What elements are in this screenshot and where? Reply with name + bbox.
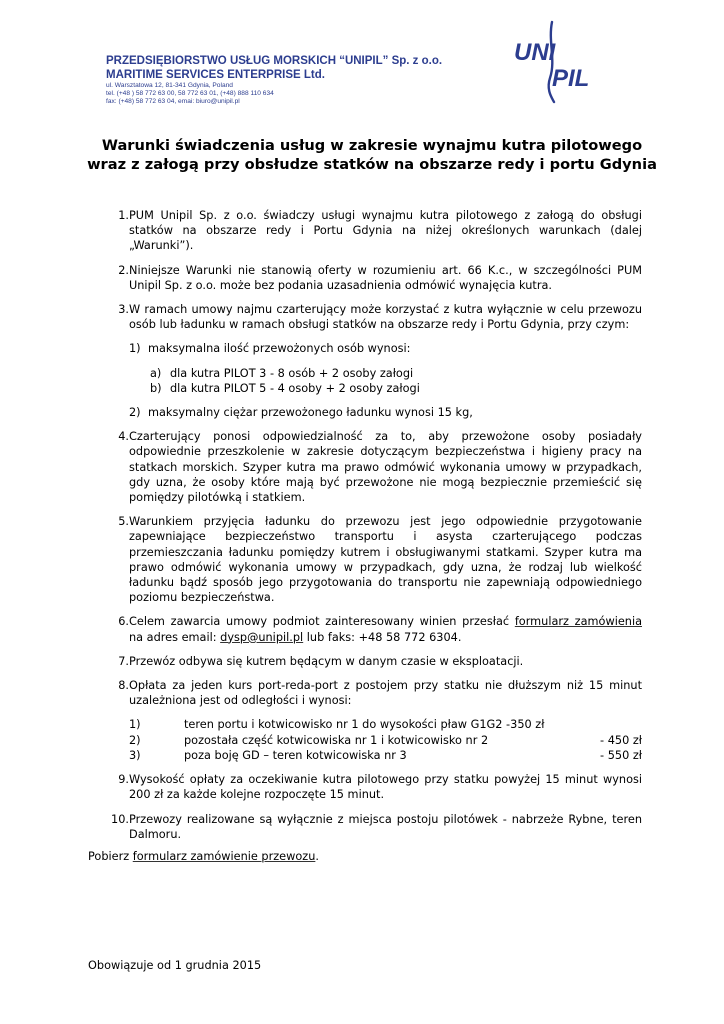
item-text: Przewóz odbywa się kutrem będącym w danym czasie w eksploatacji.: [129, 654, 524, 668]
list-item: [94, 678, 642, 763]
item-text: Celem zawarcia umowy podmiot zainteresowany winien przesłać: [129, 615, 515, 629]
item-body: [129, 302, 642, 420]
sub-sub-item: [150, 366, 642, 381]
company-fax-email: fax: (+48) 58 772 63 04, emai: biuro@unipil.pl: [106, 98, 240, 105]
item-text: Niniejsze Warunki nie stanowią oferty w rozumieniu art. 66 K.c., w szczególności PUM Unipil Sp. z o.o. może bez podania uzasadnienia odmówić wynajęcia kutra.: [129, 263, 642, 292]
item-text: Wysokość opłaty za oczekiwanie kutra pilotowego przy statku powyżej 15 minut wynosi 200 zł za każde kolejne rozpoczęte 15 minut.: [129, 773, 642, 802]
item-text: lub faks: +48 58 772 6304.: [303, 630, 462, 644]
item-number: 2.: [118, 263, 129, 277]
item-number: 3.: [118, 303, 129, 317]
list-item: [94, 208, 642, 254]
rate-number: 1): [129, 718, 141, 732]
sub-item: [129, 405, 642, 420]
sub-item-number: 1): [129, 342, 141, 356]
item-text: PUM Unipil Sp. z o.o. świadczy usługi wynajmu kutra pilotowego z załogą do obsługi statków na obszarze redy i Portu Gdynia na niżej określonych warunkach (dalej „Warunki”).: [129, 209, 642, 253]
sub-sub-item-number: a): [150, 366, 162, 380]
terms-list: [94, 208, 642, 851]
item-number: 1.: [118, 209, 129, 222]
download-prefix: Pobierz: [88, 850, 133, 863]
rate-text: pozostała część kotwicowiska nr 1 i kotwicowisko nr 2: [184, 733, 489, 747]
rate-row: [129, 717, 642, 732]
download-line: [88, 850, 319, 863]
list-item: [94, 429, 642, 505]
company-name-pl: PRZEDSIĘBIORSTWO USŁUG MORSKICH “UNIPIL” Sp. z o.o.: [106, 55, 443, 67]
valid-from: Obowiązuje od 1 grudnia 2015: [88, 959, 262, 972]
list-item: [94, 614, 642, 644]
sub-sub-list: [129, 366, 642, 396]
download-suffix: .: [315, 850, 319, 863]
rates-list: [129, 717, 642, 763]
list-item: [94, 654, 642, 669]
rate-row: [129, 733, 642, 748]
sub-item-number: 2): [129, 406, 141, 420]
sub-item-text: maksymalny ciężar przewożonego ładunku wynosi 15 kg,: [148, 406, 473, 420]
item-body: [129, 678, 642, 763]
list-item: [94, 812, 642, 842]
transport-order-form-link[interactable]: formularz zamówienie przewozu: [132, 850, 316, 863]
item-number: 10.: [111, 812, 129, 826]
sub-item-text: maksymalna ilość przewożonych osób wynosi:: [148, 342, 411, 356]
item-number: 9.: [118, 773, 129, 787]
sub-sub-item-text: dla kutra PILOT 3 - 8 osób + 2 osoby załogi: [170, 366, 414, 380]
item-number: 4.: [118, 430, 129, 444]
rate-text: teren portu i kotwicowisko nr 1 do wysokości pław G1G2 -350 zł: [184, 718, 545, 732]
sub-sub-item: [150, 381, 642, 396]
rate-number: 3): [129, 748, 141, 762]
item-text: Czarterujący ponosi odpowiedzialność za to, aby przewożone osoby posiadały odpowiednie przeszkolenie w zakresie dotyczącym bezpieczeństwa i higieny pracy na statkach morskich. Szyper kutra ma prawo odmówić wykonania umowy w przypadkach, gdy uzna, że osoby które mają być przewożone nie mogą bezpiecznie przemieścić się pomiędzy pilotówką i statkiem.: [129, 430, 642, 505]
sub-sub-item-text: dla kutra PILOT 5 - 4 osoby + 2 osoby załogi: [170, 381, 420, 395]
item-body: [129, 614, 642, 644]
logo-text-bottom: PIL: [552, 65, 590, 92]
company-name-en: MARITIME SERVICES ENTERPRISE Ltd.: [106, 69, 325, 81]
order-form-link[interactable]: formularz zamówienia: [514, 615, 643, 629]
document-title: Warunki świadczenia usług w zakresie wynajmu kutra pilotowego wraz z załogą przy obsłudze statków na obszarze redy i portu Gdynia: [87, 137, 657, 173]
item-number: 7.: [118, 654, 129, 668]
item-text: Warunkiem przyjęcia ładunku do przewozu jest jego odpowiednie przygotowanie zapewniające bezpieczeństwo transportu i asysta czarterującego podczas przemieszczania ładunku pomiędzy kutrem i obsługiwanymi statkami. Szyper kutra ma prawo odmówić wykonania umowy w przypadkach, gdy uzna, że rodzaj lub wielkość ładunku bądź sposób jego przygotowania do transportu nie zapewniają odpowiedniego poziomu bezpieczeństwa.: [129, 515, 642, 605]
sub-item: [129, 341, 642, 356]
item-text: na adres email:: [129, 630, 221, 644]
list-item: [94, 302, 642, 420]
item-number: 6.: [118, 615, 129, 629]
list-item: [94, 514, 642, 605]
item-text: Przewozy realizowane są wyłącznie z miejsca postoju pilotówek - nabrzeże Rybne, teren Dalmoru.: [129, 812, 642, 841]
company-phones: tel. (+48 ) 58 772 63 00, 58 772 63 01, (+48) 888 110 634: [106, 90, 274, 97]
item-text: W ramach umowy najmu czarterujący może korzystać z kutra wyłącznie w celu przewozu osób lub ładunku w ramach obsługi statków na obszarze redy i Portu Gdynia, przy czym:: [129, 303, 642, 332]
sub-sub-item-number: b): [150, 381, 162, 395]
rate-text: poza boję GD – teren kotwicowiska nr 3: [184, 748, 407, 762]
list-item: [94, 263, 642, 293]
item-number: 8.: [118, 679, 129, 693]
rate-price: - 550 zł: [600, 748, 642, 762]
unipil-logo: [512, 20, 592, 104]
rate-price: - 450 zł: [600, 733, 642, 747]
item-text: Opłata za jeden kurs port-reda-port z postojem przy statku nie dłuższym niż 15 minut uzależniona jest od odległości i wynosi:: [129, 679, 642, 708]
list-item: [94, 772, 642, 802]
logo-text-top: UNI: [514, 39, 556, 66]
rate-row: [129, 748, 642, 763]
dispatch-email-link[interactable]: dysp@unipil.pl: [220, 630, 304, 644]
company-address: ul. Warsztatowa 12, 81-341 Gdynia, Poland: [106, 82, 233, 89]
rate-number: 2): [129, 733, 141, 747]
item-number: 5.: [118, 515, 129, 529]
